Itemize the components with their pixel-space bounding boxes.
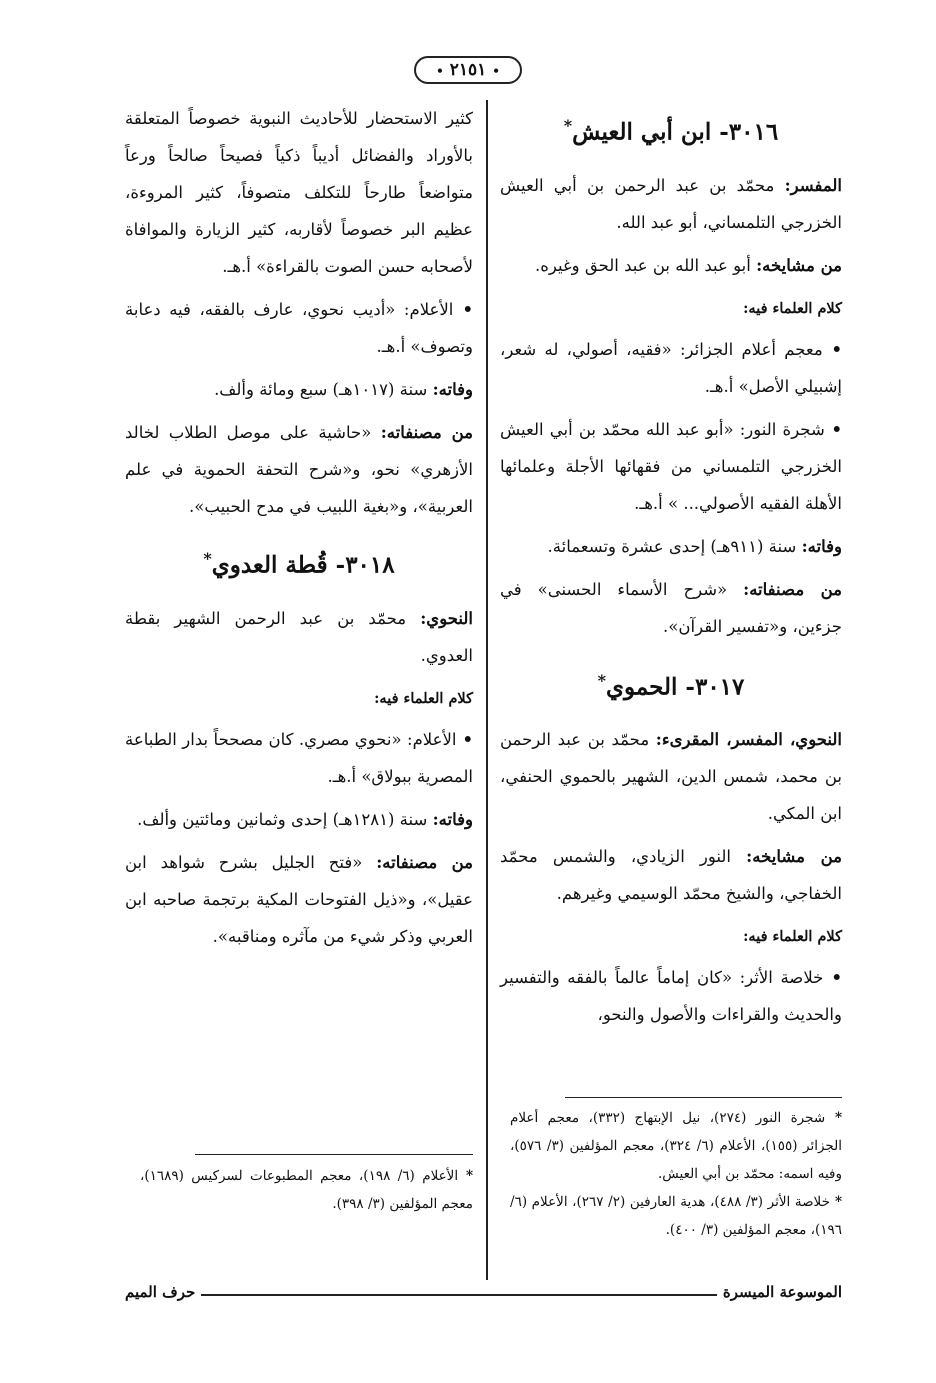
works-text: «شرح الأسماء الحسنى» في جزءين، و«تفسير القرآن». bbox=[500, 579, 842, 636]
intro-label: النحوي، المفسر، المقرىء: bbox=[655, 730, 842, 750]
entry-title-text: ٣٠١٦- ابن أبي العيش bbox=[572, 118, 779, 146]
entry-title-text: ٣٠١٨- قُطة العدوي bbox=[211, 551, 395, 579]
death-label: وفاته: bbox=[432, 809, 473, 829]
footnote-separator-right bbox=[565, 1097, 842, 1098]
entry-2016-works bbox=[500, 571, 842, 645]
entry-2018-title bbox=[125, 539, 473, 586]
intro-label: النحوي: bbox=[420, 608, 473, 628]
footnote-star: * bbox=[203, 549, 212, 568]
intro-text: محمّد بن عبد الرحمن بن أبي العيش الخزرجي التلمساني، أبو عبد الله. bbox=[500, 175, 842, 232]
teachers-label: من مشايخه: bbox=[756, 255, 842, 275]
footnote-entry-2016: * شجرة النور (٢٧٤)، نيل الإبتهاج (٣٣٢)، معجم أعلام الجزائر (١٥٥)، الأعلام (٦/ ٣٢٤)، معجم المؤلفين (٣/ ٥٧٦)، وفيه اسمه: محمّد بن أبي العيش. bbox=[510, 1104, 842, 1188]
entry-2017-death bbox=[125, 371, 473, 408]
entry-2017-continuation: كثير الاستحضار للأحاديث النبوية خصوصاً المتعلقة بالأوراد والفضائل أديباً ذكياً فصيحاً صالحاً ورعاً متواضعاً طارحاً للتكلف متصوفاً، كثير المروءة، عظيم البر خصوصاً لأقاربه، كثير الزيارة والموافاة لأصحابه حسن الصوت بالقراءة» أ.هـ. bbox=[125, 109, 473, 276]
entry-2017-intro bbox=[500, 721, 842, 832]
teachers-label: من مشايخه: bbox=[746, 847, 842, 867]
entry-2016-teachers bbox=[500, 247, 842, 284]
page-footer bbox=[125, 1283, 842, 1307]
right-column bbox=[500, 100, 842, 1039]
entry-2018-death bbox=[125, 801, 473, 838]
intro-label: المفسر: bbox=[784, 175, 842, 195]
entry-2016-quote-2: • شجرة النور: «أبو عبد الله محمّد بن أبي العيش الخزرجي التلمساني من فقهائها الأجلة وعلمائها الأهلة الفقيه الأصولي... » أ.هـ. bbox=[500, 411, 842, 522]
entry-2017-title bbox=[500, 661, 842, 708]
works-label: من مصنفاته: bbox=[743, 579, 843, 599]
entry-2018-scholars-heading: كلام العلماء فيه: bbox=[374, 689, 473, 707]
footnotes-right bbox=[510, 1104, 842, 1244]
entry-2017-quote-1: • خلاصة الأثر: «كان إماماً عالماً بالفقه والتفسير والحديث والقراءات والأصول والنحو، bbox=[500, 959, 842, 1033]
intro-text: محمّد بن عبد الرحمن الشهير بقطة العدوي. bbox=[125, 608, 473, 665]
column-divider bbox=[486, 100, 488, 1280]
works-label: من مصنفاته: bbox=[380, 423, 474, 442]
death-label: وفاته: bbox=[801, 536, 842, 556]
entry-2018-quote-1: • الأعلام: «نحوي مصري. كان مصححاً بدار الطباعة المصرية ببولاق» أ.هـ. bbox=[125, 721, 473, 795]
footnote-entry-2018: * الأعلام (٦/ ١٩٨)، معجم المطبوعات لسركيس (١٦٨٩)، معجم المؤلفين (٣/ ٣٩٨). bbox=[140, 1162, 473, 1218]
entry-2017-works bbox=[125, 414, 473, 525]
footer-letter-section: حرف الميم bbox=[125, 1283, 201, 1301]
works-label: من مصنفاته: bbox=[376, 852, 474, 872]
footnote-star: * bbox=[597, 670, 606, 690]
works-text: «حاشية على موصل الطلاب لخالد الأزهري» نحو، و«شرح التحفة الحموية في علم العربية»، و«بغية اللبيب في مدح الحبيب». bbox=[125, 423, 473, 516]
entry-2017-scholars-heading: كلام العلماء فيه: bbox=[743, 928, 842, 946]
footnotes-left bbox=[140, 1162, 473, 1218]
death-label: وفاته: bbox=[432, 380, 473, 399]
intro-text: محمّد بن عبد الرحمن بن محمد، شمس الدين، الشهير بالحموي الحنفي، ابن المكي. bbox=[500, 730, 842, 824]
footnote-star: * bbox=[563, 116, 573, 135]
footnote-separator-left bbox=[195, 1154, 473, 1155]
entry-2016-quote-1: • معجم أعلام الجزائر: «فقيه، أصولي، له شعر، إشبيلي الأصل» أ.هـ. bbox=[500, 331, 842, 405]
footer-encyclopedia-title: الموسوعة الميسرة bbox=[717, 1283, 842, 1301]
page-number: • ٢١٥١ • bbox=[414, 56, 522, 84]
entry-title-text: ٣٠١٧- الحموي bbox=[605, 673, 745, 701]
death-text: سنة (١٠١٧هـ) سبع ومائة وألف. bbox=[214, 380, 433, 399]
entry-2016-death bbox=[500, 528, 842, 565]
left-column bbox=[125, 100, 473, 961]
footnote-entry-2017: * خلاصة الأثر (٣/ ٤٨٨)، هدية العارفين (٢/ ٢٦٧)، الأعلام (٦/ ١٩٦)، معجم المؤلفين (٣/ ٤٠٠). bbox=[510, 1188, 842, 1244]
entry-2018-works bbox=[125, 844, 473, 955]
entry-2018-intro bbox=[125, 600, 473, 674]
entry-2017-quote-2: • الأعلام: «أديب نحوي، عارف بالفقه، فيه دعابة وتصوف» أ.هـ. bbox=[125, 291, 473, 365]
entry-2016-intro bbox=[500, 167, 842, 241]
entry-2016-title bbox=[500, 106, 842, 153]
entry-2017-teachers bbox=[500, 838, 842, 912]
works-text: «فتح الجليل بشرح شواهد ابن عقيل»، و«ذيل الفتوحات المكية برتجمة صاحبه ابن العربي وذكر شيء من مآثره ومناقبه». bbox=[125, 852, 473, 946]
death-text: سنة (١٢٨١هـ) إحدى وثمانين ومائتين وألف. bbox=[137, 809, 433, 829]
teachers-text: النور الزيادي، والشمس محمّد الخفاجي، والشيخ محمّد الوسيمي وغيرهم. bbox=[500, 847, 842, 904]
death-text: سنة (٩١١هـ) إحدى عشرة وتسعمائة. bbox=[547, 536, 802, 556]
page-number-container bbox=[0, 56, 936, 84]
teachers-text: أبو عبد الله بن عبد الحق وغيره. bbox=[535, 255, 757, 275]
entry-2016-scholars-heading: كلام العلماء فيه: bbox=[743, 299, 842, 317]
